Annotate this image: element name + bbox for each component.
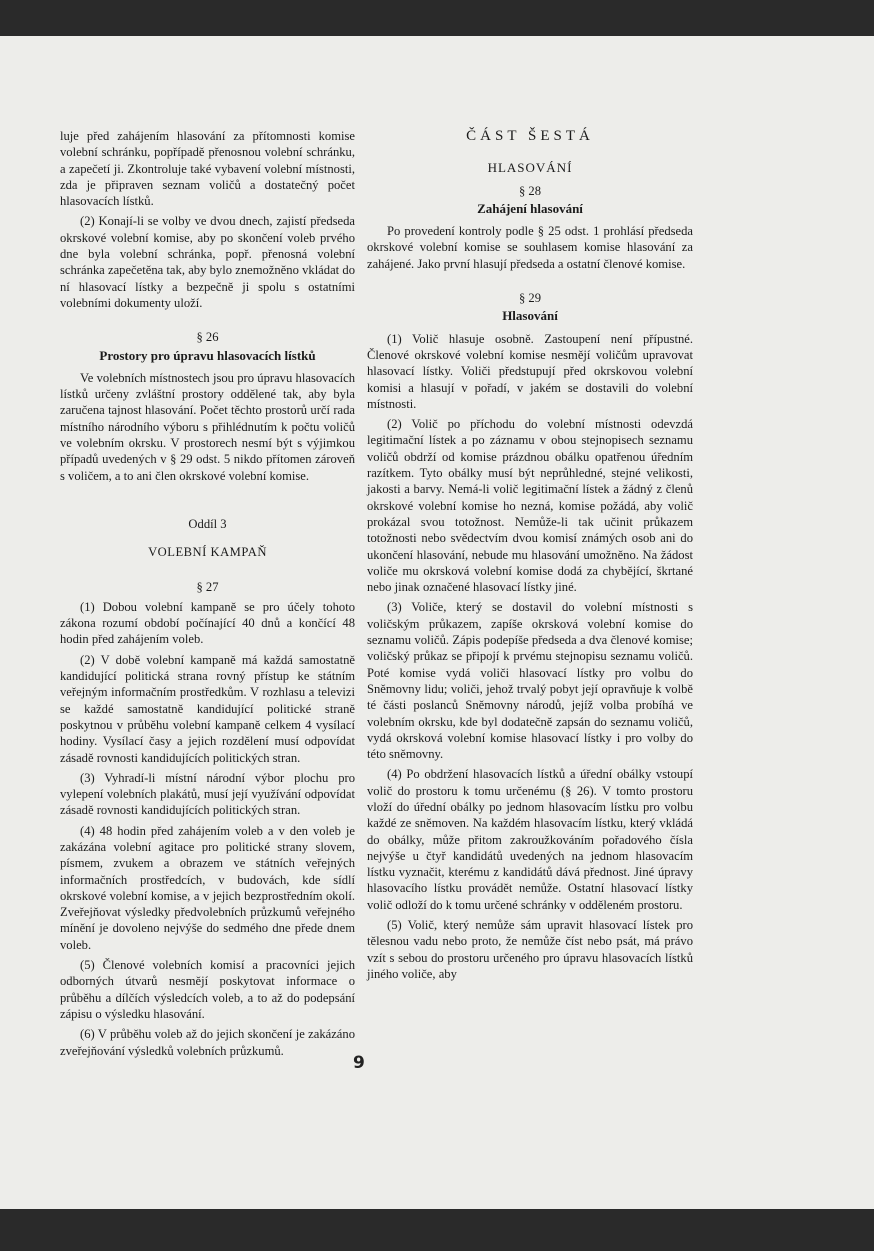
paragraph: Ve volebních místnostech jsou pro úpravu hlasovacích lístků určeny zvláštní prostory oddělené tak, aby byla zaručena tajnost hlasování. Počet těchto prostorů určí rada místního národního výboru s přihlédnutím k počtu voličů ve volebním okrsku. V prostorech nesmí být s výjimkou případů uvedených v § 29 odst. 5 nikdo přítomen zároveň s voličem, a to ani člen okrskové volební komise. xyxy=(60,370,355,483)
paragraph: (2) Volič po příchodu do volební místnosti odevzdá legitimační lístek a po záznamu v obou stejnopisech seznamu voličů obdrží od komise prázdnou obálku opatřenou úředním razítkem. Tyto obálky musí být neprůhledné, stejné velikosti, jakosti a barvy. Nemá-li volič legitimační lístek a žádný z členů okrskové volební komise ho nezná, komise požádá, aby volič prokázal svou totožnost. Nemůže-li tak učinit průkazem totožnosti nebo svědectvím dvou komisí známých osob ani do ukončení hlasování, nebude mu hlasování umožněno. Na žádost voliče mu okrsková volební komise dodá za chybějící, škrtané nebo jinak označené hlasovací lístky jiné. xyxy=(367,417,693,595)
part-title: VOLEBNÍ KAMPAŇ xyxy=(148,545,267,560)
paragraph: Po provedení kontroly podle § 25 odst. 1 prohlásí předseda okrskové volební komise se souhlasem komise hlasování za zahájené. Jako první hlasují předseda a ostatní členové komise. xyxy=(367,224,693,271)
paragraph: (3) Voliče, který se dostavil do volební místnosti s voličským průkazem, zapíše okrsková volební komise do seznamu voličů. Zápis podepíše předseda a dva členové komise; voličský průkaz se připojí k prvému stejnopisu seznamu voličů. Poté komise vydá voliči hlasovací lístky pro volbu do Sněmovny lidu; voliči, jehož trvalý pobyt její opravňuje k volbě té části poslanců Sněmovny národů, jejíž volba probíhá ve volebním okrsku, kde byl dodatečně zapsán do seznamu voličů, vydá okrsková volební komise hlasovací lístky i pro volby do této sněmovny. xyxy=(367,600,693,762)
paragraph: (2) V době volební kampaně má každá samostatně kandidující politická strana rovný přístup ke státním veřejným informačním prostředkům. V rozhlasu a televizi se každé samostatně kandidující politické straně poskytnou v průběhu volební kampaně celkem 4 vysílací hodiny. Vysílací časy a jejich rozdělení musí odpovídat zásadě rovnosti kandidujících politických stran. xyxy=(60,652,355,765)
section-title: Zahájení hlasování xyxy=(477,200,583,216)
section-number: § 29 xyxy=(518,291,542,306)
paragraph: (6) V průběhu voleb až do jejich skončení je zakázáno zveřejňování výsledků volebních průzkumů. xyxy=(60,1027,355,1058)
paragraph: (5) Členové volebních komisí a pracovníci jejich odborných útvarů nesmějí poskytovat informace o průběhu a dílčích výsledcích voleb, a to až do podepsání zápisu o výsledku hlasování. xyxy=(60,958,355,1021)
paragraph: (3) Vyhradí-li místní národní výbor plochu pro vylepení volebních plakátů, musí její využívání odpovídat zásadě rovnosti kandidujících politických stran. xyxy=(60,770,355,818)
left-column xyxy=(60,128,355,1059)
page-number: 9 xyxy=(353,1053,365,1073)
chapter-title: HLASOVÁNÍ xyxy=(487,160,573,176)
paragraph: (1) Volič hlasuje osobně. Zastoupení není přípustné. Členové okrskové volební komise nesmějí voličům upravovat hlasovací lístky. Voliči předstupují před okrskovou volební komisi a hlasují v pořadí, v jakém se dostavili do volební místnosti. xyxy=(367,331,693,411)
paragraph-continuation: luje před zahájením hlasování za přítomnosti komise volební schránku, popřípadě přenosnou volební schránku, a zapečetí ji. Zkontroluje také vybavení volební místnosti, zda je připraven seznam voličů a dostatečný počet hlasovacích lístků. xyxy=(60,129,355,209)
document-page xyxy=(0,36,874,1209)
section-title: Prostory pro úpravu hlasovacích lístků xyxy=(99,347,316,363)
section-title: Hlasování xyxy=(502,308,558,324)
section-number: § 26 xyxy=(196,330,219,345)
section-number: § 28 xyxy=(518,183,542,198)
paragraph: (5) Volič, který nemůže sám upravit hlasovací lístek pro tělesnou vadu nebo proto, že nemůže číst nebo psát, má právo vzít s sebou do prostoru určeného pro úpravu hlasovacích lístků jiného voliče, aby xyxy=(367,918,693,981)
paragraph: (4) Po obdržení hlasovacích lístků a úřední obálky vstoupí volič do prostoru k tomu určenému (§ 26). V tomto prostoru vloží do úřední obálky po jednom hlasovacím lístku pro volbu každé ze sněmoven. Na každém hlasovacím lístku, který vkládá do obálky, může přitom zakroužkováním pořadového čísla nejvýše u čtyř kandidátů uvedených na jednom hlasovacím lístku vyznačit, kterému z kandidátů dává přednost. Jiné úpravy hlasovacího lístku provádět nemůže. Ostatní hlasovací lístky volič odloží do k tomu určené schránky v odděleném prostoru. xyxy=(367,767,693,912)
chapter-heading: ČÁST ŠESTÁ xyxy=(466,128,594,144)
paragraph: (4) 48 hodin před zahájením voleb a v den voleb je zakázána volební agitace pro politické strany slovem, písmem, zvukem a obrazem ve státních veřejných informačních prostředcích, v budovách, kde sídlí okrskové volební komise, a v jejich bezprostředním okolí. Zveřejňovat výsledky předvolebních průzkumů veřejného mínění je dovoleno nejvýše do sedmého dne přede dnem voleb. xyxy=(60,823,355,952)
part-heading: Oddíl 3 xyxy=(188,516,227,531)
section-number: § 27 xyxy=(196,579,219,594)
paragraph: (2) Konají-li se volby ve dvou dnech, zajistí předseda okrskové volební komise, aby po skončení voleb prvého dne byla volební schránka, popř. přenosná volební schránka zapečetěna tak, aby bylo znemožněno vkládat do ní hlasovací lístky a bezpečně ji spolu s ostatními volebními dokumenty uloží. xyxy=(60,214,355,310)
paragraph: (1) Dobou volební kampaně se pro účely tohoto zákona rozumí období počínající 40 dnů a končící 48 hodin před zahájením voleb. xyxy=(60,599,355,647)
right-column xyxy=(367,128,693,982)
